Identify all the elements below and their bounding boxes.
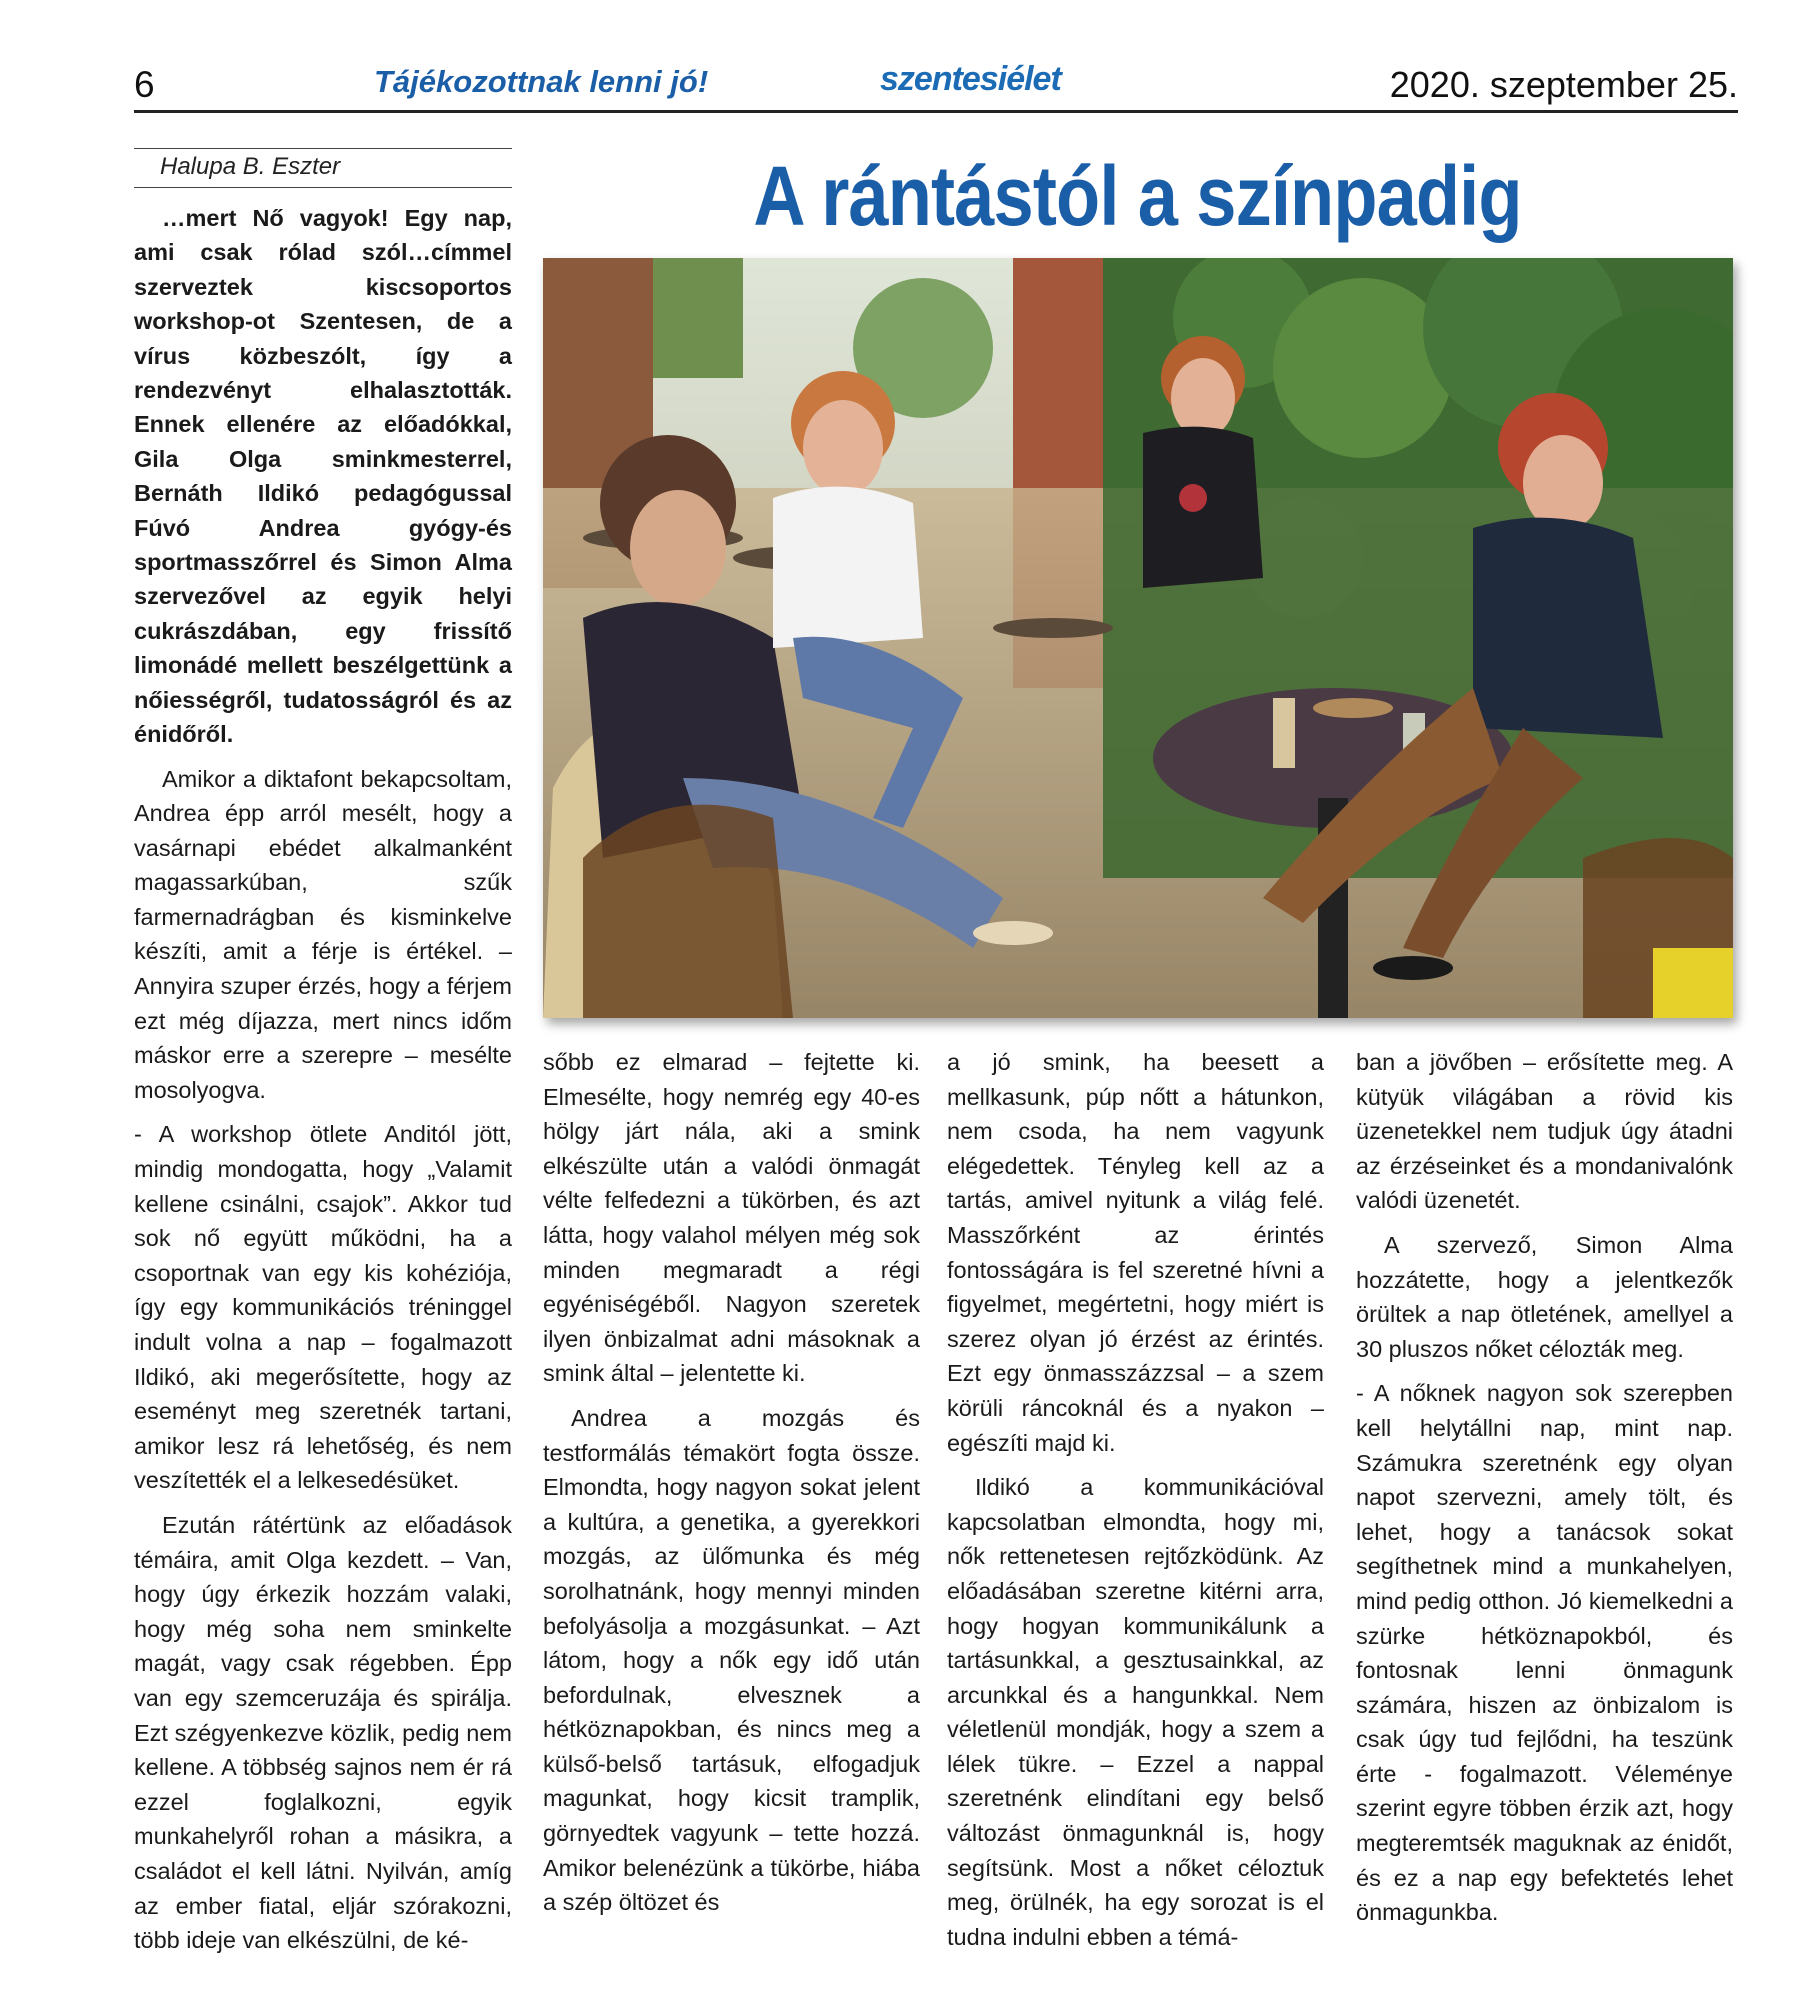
header-tagline: Tájékozottnak lenni jó! xyxy=(374,64,709,99)
article-photo xyxy=(543,258,1733,1018)
article-paragraph: - A workshop ötlete Anditól jött, mindig mondogatta, hogy „Valamit kellene csinálni, csajok”. Akkor tud sok nő együtt működni, ha a csoportnak van egy kis kohéziója, így egy kommunikációs tréninggel indult volna a nap – fogalmazott Ildikó, aki megerősítette, hogy az eseményt meg szeretnék tartani, amikor lesz rá lehetőség, és nem veszítették el a lelkesedésüket. xyxy=(134,1121,512,1494)
column-1 xyxy=(134,201,512,1958)
article-title: A rántástól a színpadig xyxy=(753,149,1522,243)
logo-text-part1: szentesi xyxy=(880,60,1007,98)
byline xyxy=(134,148,512,188)
column-3 xyxy=(947,1045,1324,1954)
column-4 xyxy=(1356,1045,1733,1930)
page-header xyxy=(134,60,1738,113)
logo-text-part2: élet xyxy=(1006,60,1061,98)
newspaper-logo xyxy=(880,60,1061,99)
article-paragraph: - A nőknek nagyon sok szerepben kell helytállni nap, mint nap. Számukra szeretnénk egy olyan napot szervezni, amely tölt, és lehet, hogy a tanácsok sokat segíthetnek mind a munkahelyen, mind pedig otthon. Jó kiemelkedni a szürke hétköznapokból, és fontosnak lenni önmagunk számára, hiszen az önbizalom is csak úgy tud fejlődni, ha teszünk érte - fogalmazott. Véleménye szerint egyre többen érzik azt, hogy megteremtsék maguknak az énidőt, és ez a nap egy befektetés lehet önmagunkba. xyxy=(1356,1380,1733,1926)
article-paragraph: sőbb ez elmarad – fejtette ki. Elmesélte, hogy nemrég egy 40-es hölgy járt nála, aki a smink elkészülte után a valódi önmagát vélte felfedezni a tükörben, és azt látta, hogy valahol mélyen még sok minden megmaradt a régi egyéniségéből. Nagyon szeretek ilyen önbizalmat adni másoknak a smink által – jelentette ki. xyxy=(543,1049,920,1387)
article-paragraph: a jó smink, ha beesett a mellkasunk, púp nőtt a hátunkon, nem csoda, ha nem vagyunk elégedettek. Tényleg kell az a tartás, amivel nyitunk a világ felé. Masszőrként az érintés fontosságára is fel szeretné hívni a figyelmet, megértetni, hogy miért is szerez olyan jó érzést az érintés. Ezt egy önmasszázzsal – a szem körüli ráncoknál és a nyakon – egészíti majd ki. xyxy=(947,1049,1324,1456)
article-paragraph: Ezután rátértünk az előadások témáira, amit Olga kezdett. – Van, hogy úgy érkezik hozzám valaki, hogy még soha nem sminkelte magát, vagy csak régebben. Épp van egy szemceruzája és spirálja. Ezt szégyenkezve közlik, pedig nem kellene. A többség sajnos nem ér rá ezzel foglalkozni, egyik munkahelyről rohan a másikra, a családot el kell látni. Nyilván, amíg az ember fiatal, eljár szórakozni, több ideje van elkészülni, de ké- xyxy=(134,1511,512,1954)
issue-date: 2020. szeptember 25. xyxy=(1389,64,1738,105)
article-paragraph: A szervező, Simon Alma hozzátette, hogy a jelentkezők örültek a nap ötletének, amellyel a 30 pluszos nőket célozták meg. xyxy=(1356,1231,1733,1362)
article-lead: …mert Nő vagyok! Egy nap, ami csak rólad szól…címmel szerveztek kiscsoportos workshop-ot Szentesen, de a vírus közbeszólt, így a rendezvényt elhalasztották. Ennek ellenére az előadókkal, Gila Olga sminkmesterrel, Bernáth Ildikó pedagógussal Fúvó Andrea gyógy-és sportmasszőrrel és Simon Alma szervezővel az egyik helyi cukrászdában, egy frissítő limonádé mellett beszélgettünk a nőiességről, tudatosságról és az énidőről. xyxy=(134,205,512,748)
article-paragraph: ban a jövőben – erősítette meg. A kütyük világában a rövid kis üzenetekkel nem tudjuk úgy átadni az érzéseinket és a mondanivalónk valódi üzenetét. xyxy=(1356,1049,1733,1214)
author-name: Halupa B. Eszter xyxy=(160,153,341,180)
page-number: 6 xyxy=(134,64,155,105)
article-paragraph: Ildikó a kommunikációval kapcsolatban elmondta, hogy mi, nők rettenetesen rejtőzködünk. Az előadásában szeretne kitérni arra, hogy hogyan kommunikálunk a tartásunkkal, a gesztusainkkal, az arcunkkal és a hangunkkal. Nem véletlenül mondják, hogy a szem a lélek tükre. – Ezzel a nappal szeretnénk elindítani egy belső változást önmagunknál is, hogy segítsünk. Most a nőket céloztuk meg, örülnék, ha egy sorozat is el tudna indulni ebben a témá- xyxy=(947,1474,1324,1950)
column-2 xyxy=(543,1045,920,1920)
article-paragraph: Andrea a mozgás és testformálás témakört fogta össze. Elmondta, hogy nagyon sokat jelent a kultúra, a genetika, a gyerekkori mozgás, az ülőmunka és még sorolhatnánk, hogy mennyi minden befolyásolja a mozgásunkat. – Azt látom, hogy a nők egy idő után befordulnak, elvesznek a hétköznapokban, és nincs meg a külső-belső tartásuk, elfogadjuk magunkat, hogy kicsit tramplik, görnyedtek vagyunk – tette hozzá. Amikor belenézünk a tükörbe, hiába a szép öltözet és xyxy=(543,1404,920,1916)
article-paragraph: Amikor a diktafont bekapcsoltam, Andrea épp arról mesélt, hogy a vasárnapi ebédet alkalmanként magassarkúban, szűk farmernadrágban és kisminkelve készíti, amit a férje is értékel. – Annyira szuper érzés, hogy a férjem ezt még díjazza, mert nincs időm máskor erre a szerepre – mesélte mosolyogva. xyxy=(134,765,512,1103)
